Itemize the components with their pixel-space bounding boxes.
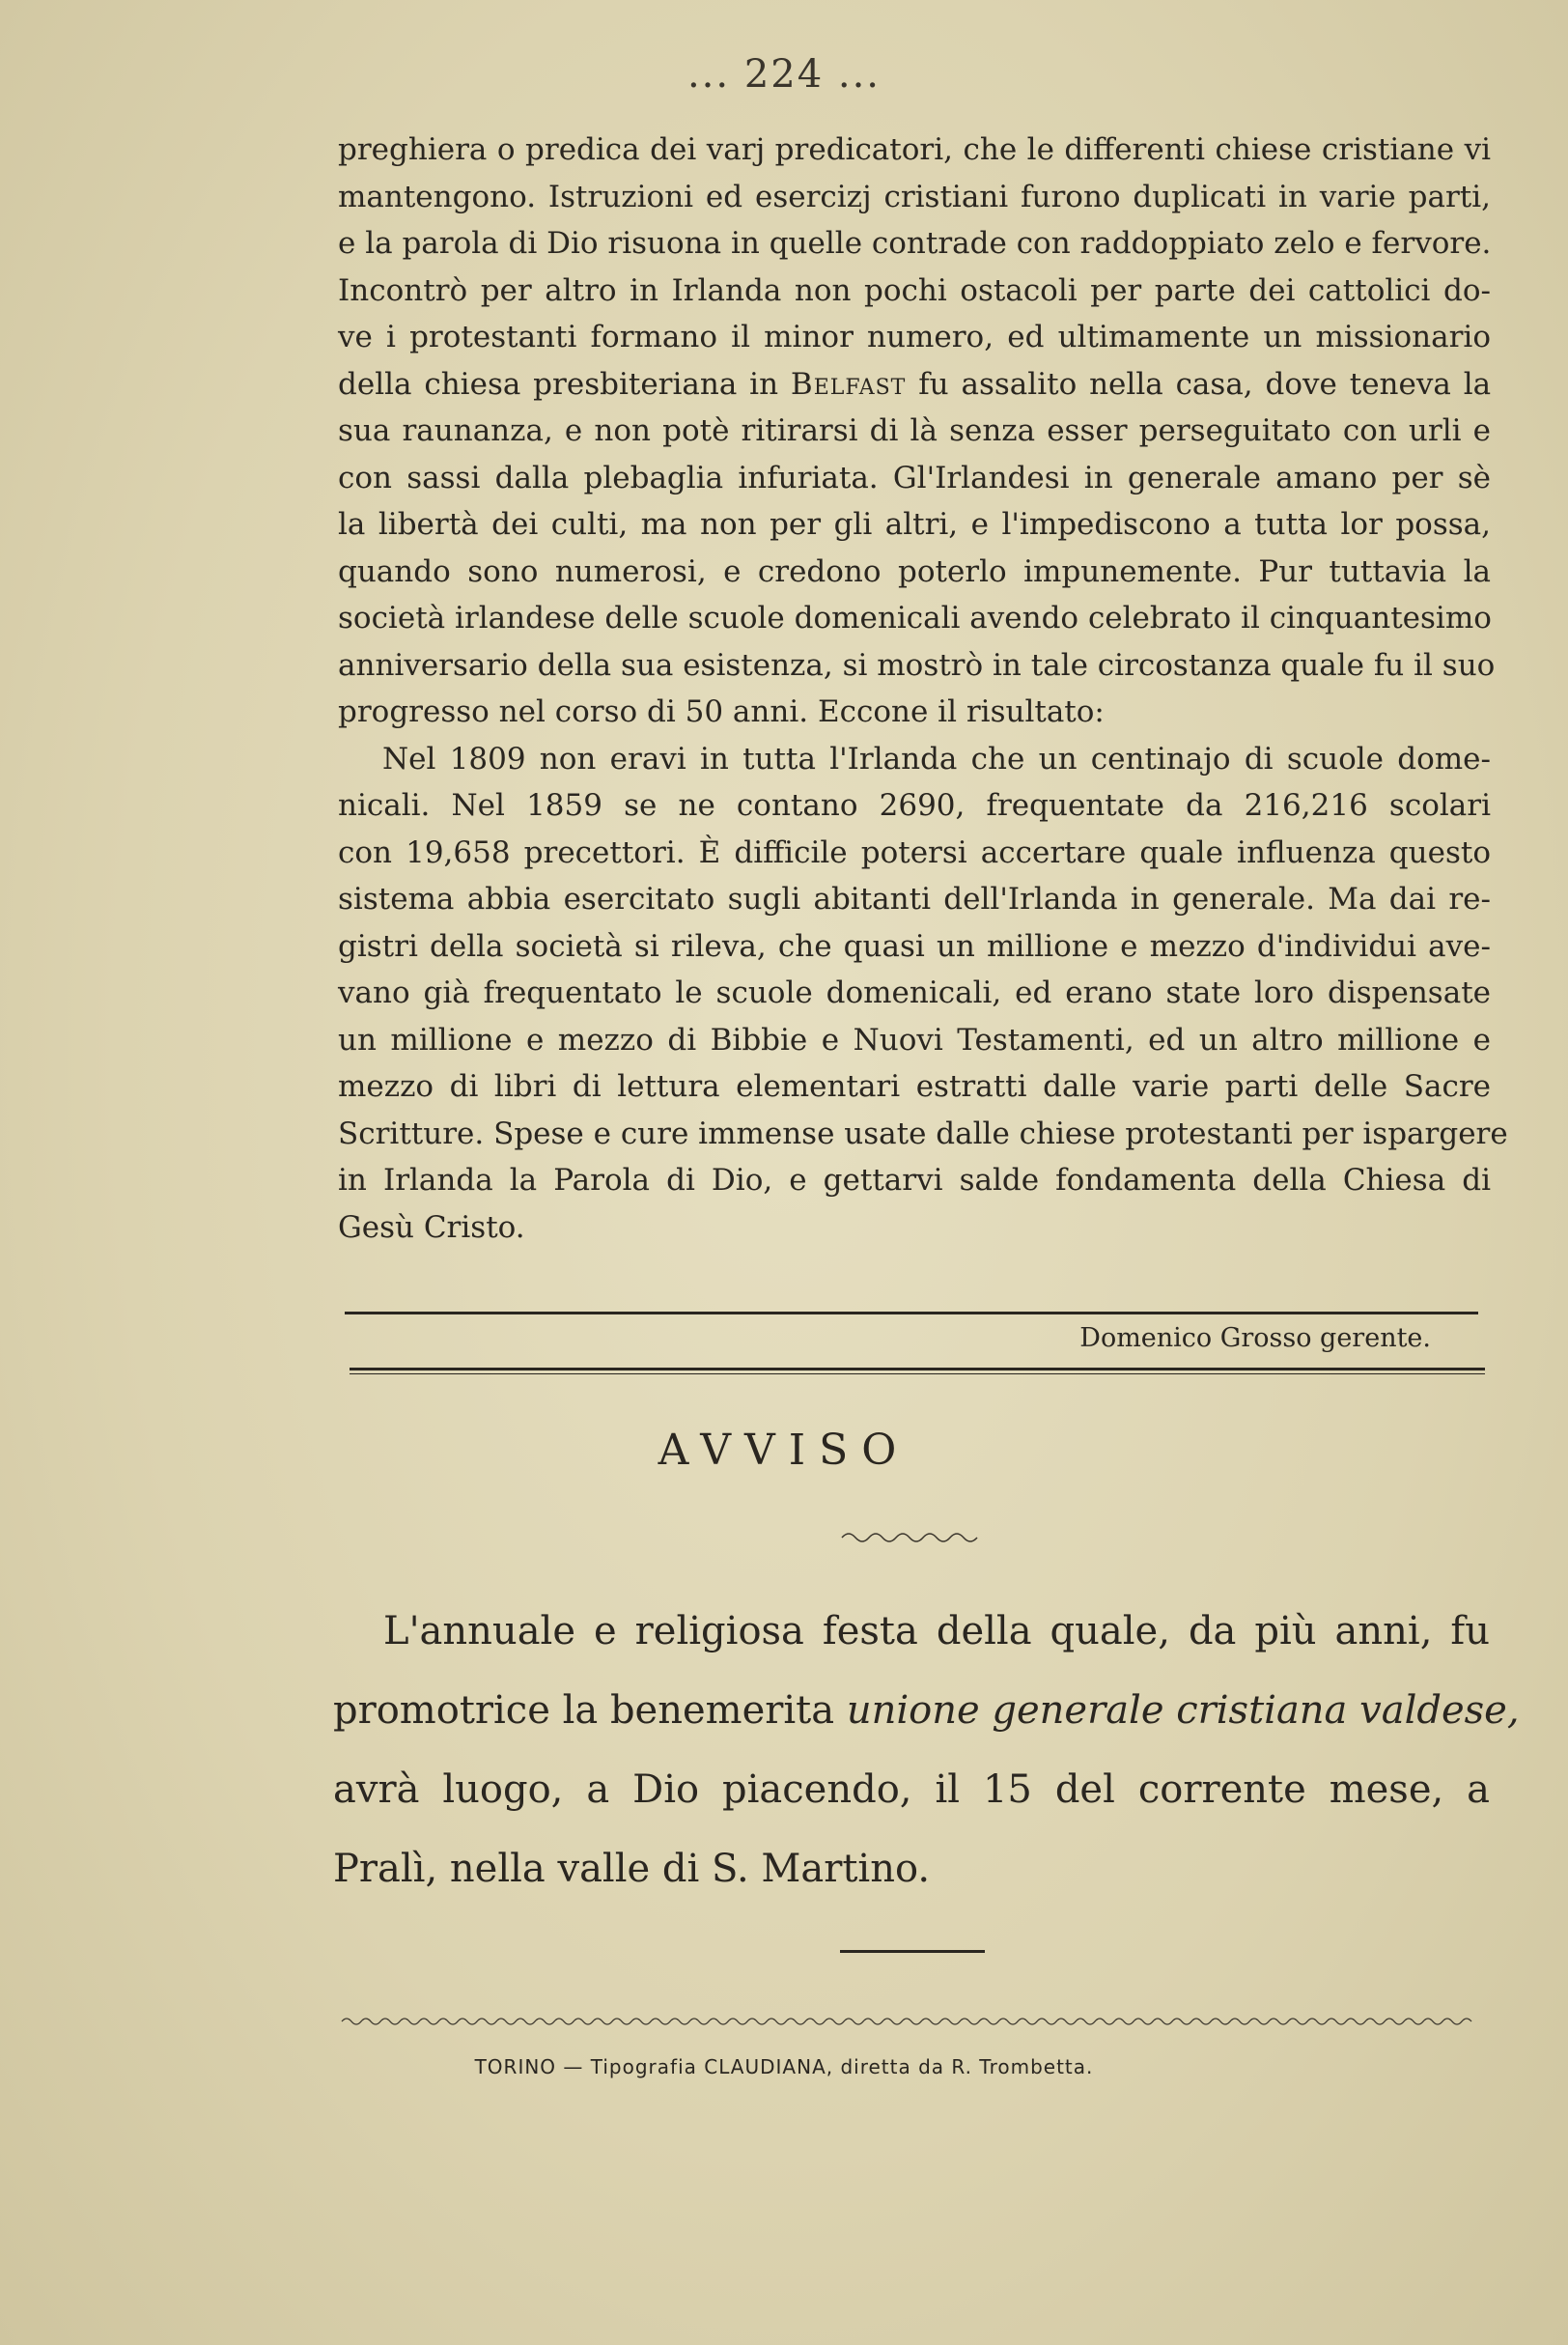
body-line: mezzo di libri di lettura elementari estratti dalle varie parti delle Sacre bbox=[338, 1069, 1491, 1104]
place-name-belfast: Belfast bbox=[790, 366, 907, 402]
printer-imprint: TORINO — Tipografia CLAUDIANA, diretta da R. Trombetta. bbox=[474, 2055, 1094, 2078]
body-line: sua raunanza, e non potè ritirarsi di là senza esser perseguitato con urli e bbox=[338, 413, 1491, 448]
body-line: Gesù Cristo. bbox=[338, 1209, 525, 1245]
notice-line: L'annuale e religiosa festa della quale, da più anni, fu bbox=[383, 1609, 1490, 1653]
notice-line: avrà luogo, a Dio piacendo, il 15 del corrente mese, a bbox=[333, 1767, 1490, 1812]
body-line: con 19,658 precettori. È difficile potersi accertare quale influenza questo bbox=[338, 834, 1491, 870]
body-line: mantengono. Istruzioni ed esercizj cristiani furono duplicati in varie parti, bbox=[338, 179, 1491, 214]
body-line-part: della chiesa presbiteriana in bbox=[338, 366, 791, 402]
short-rule bbox=[840, 1950, 985, 1953]
body-line: e la parola di Dio risuona in quelle contrade con raddoppiato zelo e fervore. bbox=[338, 226, 1492, 261]
body-line: nicali. Nel 1859 se ne contano 2690, frequentate da 216,216 scolari bbox=[338, 788, 1491, 823]
divider-rule bbox=[350, 1373, 1485, 1374]
body-line: gistri della società si rileva, che quasi un millione e mezzo d'individui ave- bbox=[338, 928, 1491, 964]
signature: Domenico Grosso gerente. bbox=[1079, 1323, 1431, 1353]
body-line: preghiera o predica dei varj predicatori, che le differenti chiese cristiane vi bbox=[338, 132, 1491, 167]
body-line: società irlandese delle scuole domenicali avendo celebrato il cinquantesimo bbox=[338, 601, 1492, 636]
body-text bbox=[338, 127, 1508, 1251]
body-line bbox=[338, 361, 1491, 409]
body-line: ve i protestanti formano il minor numero, ed ultimamente un missionario bbox=[338, 320, 1491, 354]
body-line: la libertà dei culti, ma non per gli altri, e l'impediscono a tutta lor possa, bbox=[338, 507, 1491, 542]
ornament-squiggle bbox=[840, 1530, 985, 1543]
notice-line: Pralì, nella valle di S. Martino. bbox=[333, 1847, 931, 1891]
notice-line-part: promotrice la benemerita bbox=[333, 1688, 847, 1733]
body-line: sistema abbia esercitato sugli abitanti dell'Irlanda in generale. Ma dai re- bbox=[338, 882, 1491, 917]
notice-italic: unione generale cristiana valdese, bbox=[846, 1688, 1520, 1733]
body-line: in Irlanda la Parola di Dio, e gettarvi salde fondamenta della Chiesa di bbox=[338, 1163, 1491, 1198]
body-line: quando sono numerosi, e credono poterlo impunemente. Pur tuttavia la bbox=[338, 553, 1491, 589]
page-number: ... 224 ... bbox=[686, 52, 882, 97]
body-line: anniversario della sua esistenza, si mostrò in tale circostanza quale fu il suo bbox=[338, 647, 1496, 683]
body-line: un millione e mezzo di Bibbie e Nuovi Testamenti, ed un altro millione e bbox=[338, 1022, 1491, 1058]
body-line: Scritture. Spese e cure immense usate dalle chiese protestanti per ispargere bbox=[338, 1116, 1508, 1151]
notice-announcement bbox=[333, 1592, 1520, 1908]
body-line: Nel 1809 non eravi in tutta l'Irlanda che un centinajo di scuole dome- bbox=[382, 741, 1491, 777]
body-line: progresso nel corso di 50 anni. Eccone il risultato: bbox=[338, 694, 1105, 729]
divider-rule bbox=[345, 1312, 1478, 1314]
ornament-squiggle-wide bbox=[340, 2015, 1479, 2028]
notice-title: AVVISO bbox=[658, 1426, 910, 1475]
body-line: Incontrò per altro in Irlanda non pochi ostacoli per parte dei cattolici do- bbox=[338, 272, 1491, 308]
divider-rule bbox=[350, 1368, 1485, 1370]
body-line-part: fu assalito nella casa, dove teneva la bbox=[906, 366, 1492, 402]
body-line: con sassi dalla plebaglia infuriata. Gl'Irlandesi in generale amano per sè bbox=[338, 460, 1491, 495]
body-line: vano già frequentato le scuole domenicali, ed erano state loro dispensate bbox=[338, 975, 1491, 1010]
notice-line bbox=[333, 1671, 1520, 1750]
